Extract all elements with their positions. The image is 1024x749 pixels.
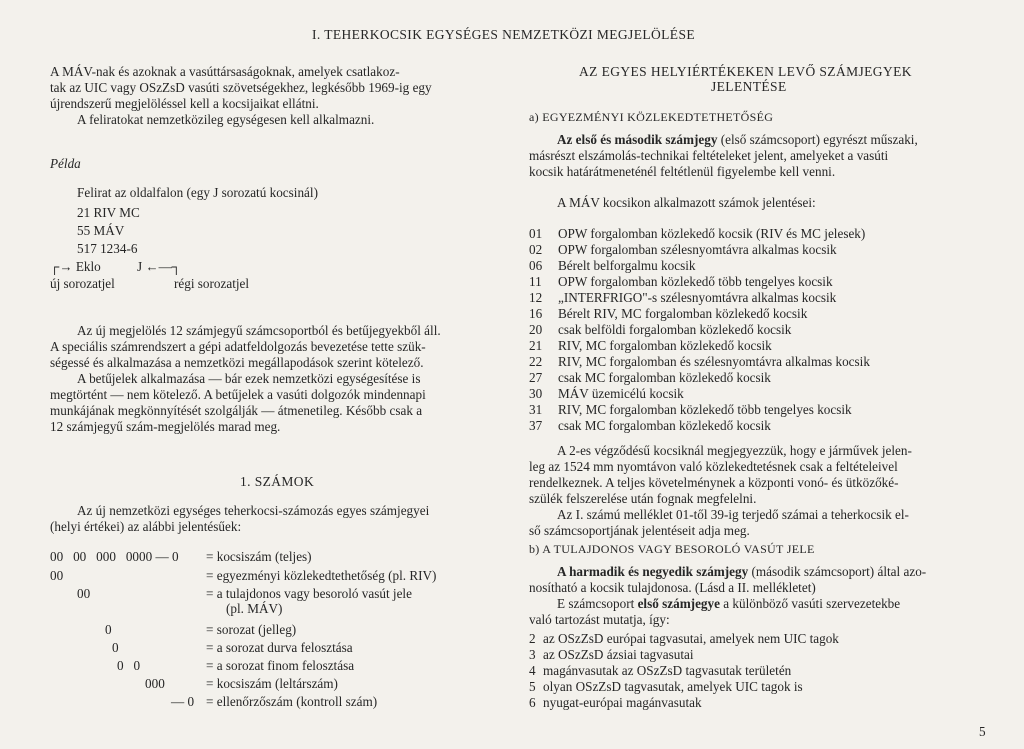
pc-line-1-rest: (második számcsoport) által azo-: [748, 564, 927, 579]
list-item-text: OPW forgalomban szélesnyomtávra alkalmas kocsik: [558, 242, 837, 257]
code-meaning: = sorozat (jelleg): [206, 622, 297, 637]
right-heading-line-1: AZ EGYES HELYIÉRTÉKEKEN LEVŐ SZÁMJEGYEK: [579, 64, 912, 79]
list-item-text: RIV, MC forgalomban közlekedő több tengelyes kocsik: [558, 402, 852, 417]
pd-line-1: [557, 596, 900, 612]
subheading-b: b) A TULAJDONOS VAGY BESOROLÓ VASÚT JELE: [529, 542, 815, 556]
list-item-number: 4: [529, 663, 536, 678]
pb-line-6: ső számcsoportjának jelentéseit adja meg.: [529, 523, 750, 538]
list-item-number: 16: [529, 306, 543, 321]
code-digits: 0 0: [117, 658, 141, 673]
intro-line-2: tak az UIC vagy OSzZsD vasúti szövetségekhez, legkésőbb 1969-ig egy: [50, 80, 432, 95]
p3-line-2: (helyi értékei) az alábbi jelentésűek:: [50, 519, 242, 534]
example-line-1: Felirat az oldalfalon (egy J sorozatú kocsinál): [77, 185, 318, 200]
section-numbers-heading: 1. SZÁMOK: [240, 474, 315, 489]
example-line-4: 517 1234-6: [77, 241, 138, 256]
list-item-text: RIV, MC forgalomban közlekedő kocsik: [558, 338, 772, 353]
list-item-number: 12: [529, 290, 543, 305]
right-heading-line-2: JELENTÉSE: [711, 79, 787, 94]
marker-old: J ←—┐: [137, 259, 182, 274]
intro-line-3: újrendszerű megjelöléssel kell a kocsijaikat ellátni.: [50, 96, 319, 111]
list-item-text: az OSzZsD ázsiai tagvasutai: [543, 647, 694, 662]
code-meaning: = egyezményi közlekedtethetőség (pl. RIV): [206, 568, 437, 583]
mav-intro: A MÁV kocsikon alkalmazott számok jelentései:: [557, 195, 816, 210]
code-digits: 000: [145, 676, 165, 691]
marker-new: ┌→ Eklo: [50, 259, 101, 274]
list-item-number: 20: [529, 322, 543, 337]
list-item-text: nyugat-európai magánvasutak: [543, 695, 702, 710]
code-digits: 0: [112, 640, 119, 655]
code-meaning: = ellenőrzőszám (kontroll szám): [206, 694, 378, 709]
list-item-number: 27: [529, 370, 543, 385]
list-item-number: 31: [529, 402, 543, 417]
list-item-number: 5: [529, 679, 536, 694]
code-meaning: = kocsiszám (leltárszám): [206, 676, 338, 691]
list-item-number: 6: [529, 695, 536, 710]
list-item-text: Bérelt RIV, MC forgalomban közlekedő kocsik: [558, 306, 808, 321]
list-item-number: 2: [529, 631, 536, 646]
pb-line-4: szülék felszerelése után fognak megfelelni.: [529, 491, 757, 506]
pd-bold: első számjegye: [637, 596, 720, 611]
example-label: Példa: [50, 156, 81, 171]
list-item-number: 30: [529, 386, 543, 401]
p2-line-2: A speciális számrendszert a gépi adatfeldolgozás bevezetése tette szük-: [50, 339, 426, 354]
list-item-text: Bérelt belforgalmu kocsik: [558, 258, 696, 273]
list-item-text: „INTERFRIGO"-s szélesnyomtávra alkalmas kocsik: [558, 290, 837, 305]
list-item-text: csak MC forgalomban közlekedő kocsik: [558, 370, 771, 385]
pd-line-1-start: E számcsoport: [557, 596, 638, 611]
subheading-a: a) EGYEZMÉNYI KÖZLEKEDTETHETŐSÉG: [529, 110, 774, 124]
list-item-text: MÁV üzemicélú kocsik: [558, 386, 684, 401]
list-item-number: 02: [529, 242, 543, 257]
pd-line-1-end: a különböző vasúti szervezetekbe: [719, 596, 901, 611]
pa-line-2: másrészt elszámolás-technikai feltételeket jelent, amelyeket a vasúti: [529, 148, 889, 163]
p2-line-7: 12 számjegyű szám-megjelölés marad meg.: [50, 419, 281, 434]
pb-line-3: rendelkeznek. A teljes követelménynek a központi vonó- és ütközőké-: [529, 475, 899, 490]
code-meaning: = a sorozat finom felosztása: [206, 658, 355, 673]
page-title: I. TEHERKOCSIK EGYSÉGES NEMZETKÖZI MEGJELÖLÉSE: [312, 27, 695, 42]
list-item-text: az OSzZsD európai tagvasutai, amelyek nem UIC tagok: [543, 631, 839, 646]
list-item-number: 37: [529, 418, 543, 433]
list-item-text: magánvasutak az OSzZsD tagvasutak területén: [543, 663, 792, 678]
list-item-text: csak belföldi forgalomban közlekedő kocsik: [558, 322, 792, 337]
example-line-2: 21 RIV MC: [77, 205, 140, 220]
caption-new-series: új sorozatjel: [50, 276, 115, 291]
p2-line-3: ségessé és alkalmazása a nemzetközi megállapodások szerint kötelező.: [50, 355, 424, 370]
pb-line-2: leg az 1524 mm nyomtávon való közlekedtetésnek csak a feltételeivel: [529, 459, 898, 474]
list-item-number: 01: [529, 226, 543, 241]
code-digits: 0: [105, 622, 112, 637]
code-digits: 00 00 000 0000 — 0: [50, 549, 179, 564]
pd-line-2: való tartozást mutatja, így:: [529, 612, 670, 627]
code-meaning: = a sorozat durva felosztása: [206, 640, 353, 655]
code-digits: 00: [50, 568, 64, 583]
list-item-number: 3: [529, 647, 536, 662]
p3-line-1: Az új nemzetközi egységes teherkocsi-számozás egyes számjegyei: [77, 503, 430, 518]
page-number: 5: [979, 724, 986, 739]
caption-old-series: régi sorozatjel: [174, 276, 250, 291]
list-item-number: 21: [529, 338, 543, 353]
list-item-number: 06: [529, 258, 543, 273]
code-digits: 00: [77, 586, 91, 601]
code-meaning: = a tulajdonos vagy besoroló vasút jele: [206, 586, 412, 601]
pa-line-1-rest: (első számcsoport) egyrészt műszaki,: [717, 132, 918, 147]
p2-line-1: Az új megjelölés 12 számjegyű számcsoportból és betűjegyekből áll.: [77, 323, 441, 338]
code-meaning: (pl. MÁV): [226, 601, 283, 616]
list-item-number: 22: [529, 354, 543, 369]
intro-line-4: A feliratokat nemzetközileg egységesen kell alkalmazni.: [77, 112, 375, 127]
list-item-text: olyan OSzZsD tagvasutak, amelyek UIC tagok is: [543, 679, 803, 694]
pc-bold: A harmadik és negyedik számjegy: [557, 564, 749, 579]
intro-line-1: A MÁV-nak és azoknak a vasúttársaságoknak, amelyek csatlakoz-: [50, 64, 400, 79]
list-item-text: OPW forgalomban közlekedő több tengelyes kocsik: [558, 274, 833, 289]
p2-line-6: munkájának megkönnyítését szolgálják — átmenetileg. Később csak a: [50, 403, 423, 418]
code-meaning: = kocsiszám (teljes): [206, 549, 312, 564]
pb-line-5: Az I. számú melléklet 01-től 39-ig terjedő számai a teherkocsik el-: [557, 507, 909, 522]
code-digits: — 0: [171, 694, 195, 709]
p2-line-4: A betűjelek alkalmazása — bár ezek nemzetközi egységesítése is: [77, 371, 421, 386]
pa-bold: Az első és második számjegy: [557, 132, 718, 147]
list-item-text: csak MC forgalomban közlekedő kocsik: [558, 418, 771, 433]
pa-line-3: kocsik határátmeneténél feltétlenül figyelembe kell venni.: [529, 164, 836, 179]
pa-line-1: [557, 132, 918, 148]
pc-line-1: [557, 564, 926, 580]
list-item-number: 11: [529, 274, 542, 289]
p2-line-5: megtörtént — nem kötelező. A betűjelek a vasúti dolgozók mindennapi: [50, 387, 426, 402]
pb-line-1: A 2-es végződésű kocsiknál megjegyezzük, hogy e járművek jelen-: [557, 443, 912, 458]
pc-line-2: nosítható a kocsik tulajdonosa. (Lásd a II. mellékletet): [529, 580, 816, 595]
example-line-3: 55 MÁV: [77, 223, 125, 238]
list-item-text: RIV, MC forgalomban és szélesnyomtávra alkalmas kocsik: [558, 354, 870, 369]
list-item-text: OPW forgalomban közlekedő kocsik (RIV és MC jelesek): [558, 226, 866, 241]
